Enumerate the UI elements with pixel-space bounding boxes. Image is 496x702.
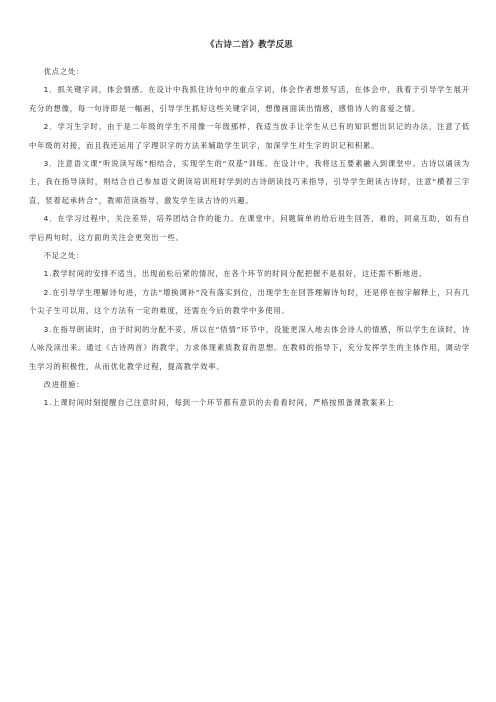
section-heading: 改进措施： bbox=[43, 379, 85, 389]
document-title: 《古诗二首》教学反思 bbox=[205, 40, 293, 50]
paragraph: 1．抓关键字词，体会情感。在设计中我抓住诗句中的重点字词，体会作者想景写活，在体会中，我着于引导学生展开充分的想像，每一句诗即是一幅画，引导学生抓好这些关键字词，想像画面读出情感，感悟诗人的喜爱之情。 bbox=[29, 85, 470, 113]
section-shortcomings bbox=[29, 247, 470, 376]
paragraph: 3.在指导朗读时，由于时间的分配不妥，所以在“悟情”环节中，没能更深入地去体会诗人的情感，所以学生在读时，诗人咏没读出来。通过《古诗两首》的教学，力求体现素质教育的思想。在教师的指导下，充分发挥学生的主体作用，调动学生学习的积极性，从而优化教学过程，提高教学效率。 bbox=[29, 324, 470, 371]
paragraph: 2．学习生字时，由于是二年级的学生不用像一年级那样，我适当放手让学生从已有的知识想出识记的办法，注意了低中年级的对接，而且我还运用了字理识字的方法来辅助学生识字，加深学生对生字的识记和积累。 bbox=[29, 122, 470, 150]
paragraph: 1.教学时间的安排不适当，出现前松后紧的情况，在各个环节的时间分配把握不是很好，这还需不断地进。 bbox=[43, 269, 428, 279]
paragraph: 2.在引导学生理解诗句进，方法“增换调补”没有落实到位，出现学生在回答理解诗句时，还是停在按字解释上，只有几个尖子生可以用，这个方法有一定的难度，还需在今后的教学中多使用。 bbox=[29, 287, 470, 316]
section-advantages bbox=[29, 63, 470, 247]
paragraph: 4．在学习过程中，关注差异，培养团结合作的能力。在课堂中，问题简单的给后进生回答，难的，同桌互助，如有自学后两句时，这方面的关注会更突出一些。 bbox=[29, 214, 470, 242]
section-improvements bbox=[29, 376, 470, 413]
section-heading: 优点之处： bbox=[43, 67, 85, 76]
paragraph: 3．注意语文课“听说读写练”相结合，实现学生的“双基”训练。在设计中，我将这五要素融入到课堂中。古诗以诵读为主，我在指导读时，则结合自己参加语文朗读培训班时学到的古诗朗读技巧来指导，引导学生朗读古诗时，注意“横着三字直，竖着起承转合”，教师范读指导，激发学生读古诗的兴趣。 bbox=[29, 159, 470, 205]
paragraph: 1.上课时间时刻提醒自己注意时间，每到一个环节都有意识的去看看时间，严格按照备课教案来上 bbox=[43, 398, 395, 408]
section-heading: 不足之处： bbox=[43, 251, 85, 261]
